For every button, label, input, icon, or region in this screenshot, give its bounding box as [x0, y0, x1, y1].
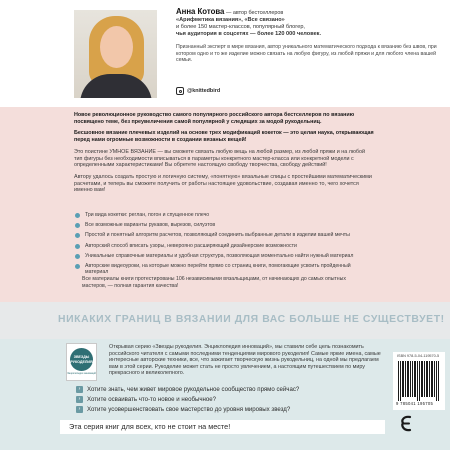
quality-statement: Все материалы книги протестированы 106 независимыми вязальщицами, от начинающих до самых опытных мастеров, — полная гарантия качества!	[82, 276, 346, 289]
arrow-right-icon: ›	[76, 406, 83, 413]
instagram-icon	[176, 87, 184, 95]
feature-item: Простой и понятный алгоритм расчетов, позволяющий соединить выбранные детали в изделии вашей мечты	[74, 232, 369, 238]
author-name: Анна Котова	[176, 7, 225, 16]
publisher-logo-icon	[400, 414, 413, 434]
description-section	[0, 107, 450, 302]
instagram-text: @knittedbird	[187, 88, 221, 94]
author-line-2: «Арифметика вязания», «Все связано»	[176, 17, 285, 23]
isbn: ISBN 978-5-04-119570-5	[397, 354, 440, 358]
paragraph-4: Автору удалось создать простую и логичную систему, «понятную» вязальные спицы с простейшими математическими расчетами, и теперь вы сможете получить от работы настоящее удовольствие, создавая именно то, чего хочется именно вам!	[74, 173, 372, 194]
feature-item: Все возможные варианты рукавов, вырезов, силуэтов	[74, 222, 369, 228]
paragraph-3: Это поистине УМНОЕ ВЯЗАНИЕ — вы сможете связать любую вещь на любой размер, из любой пряжи и на любой тип фигуры без необходимости вписываться в параметры конкретного мастер-класса или конкретной модели с определенными характеристиками! Вы обретете настоящую свободу творчества, свободу действий!	[74, 148, 366, 169]
paragraph-2: Бесшовное вязание плечевых изделий на основе трех модификаций кокеток — это целая наука, открывающая перед нами огромные возможности в создании вязаных вещей!	[74, 130, 374, 144]
headline: НИКАКИХ ГРАНИЦ В ВЯЗАНИИ ДЛЯ ВАС БОЛЬШЕ НЕ СУЩЕСТВУЕТ!	[58, 314, 445, 325]
question-list	[76, 384, 381, 414]
series-tagline: Эта серия книг для всех, кто не стоит на месте!	[60, 420, 385, 434]
feature-list	[74, 212, 369, 279]
question-text: Хотите осваивать что-то новое и необычное?	[87, 395, 217, 403]
lead-paragraph: Новое революционное руководство самого популярного российского автора бестселлеров по вязанию посвящено теме, без преувеличения самой популярной у следящих за модой рукодельниц.	[74, 112, 355, 125]
series-description: Открывая серию «Звезды рукоделия. Энциклопедия инноваций», мы ставили себе цель познакомить российского читателя с самыми последними тенденциями мирового рукоделия! Самые яркие имена, самые интересные авторские техники, все, что зажигает творческую жизнь рукодельниц, на одной мы предлагаем вам в этой серии. Рукоделие может стать не просто увлечением, а настоящим путешествием по миру прекрасного и великолепного.	[109, 344, 381, 377]
author-line-4: чья аудитория в соцсетях — более 120 000 человек.	[176, 31, 322, 37]
series-logo-circle: ЗВЕЗДЫ РУКОДЕЛИЯ	[70, 348, 93, 371]
barcode-number: 9 785041 195705	[396, 401, 434, 406]
author-section	[0, 0, 450, 107]
series-section	[0, 339, 450, 450]
question-item	[76, 394, 381, 404]
author-line-1: — автор бестселлеров	[225, 10, 284, 16]
feature-item: Авторский способ вписать узоры, неверояно расширяющий дизайнерские возможности	[74, 243, 369, 249]
arrow-right-icon: ›	[76, 386, 83, 393]
author-photo	[74, 10, 157, 98]
barcode-box	[393, 352, 445, 410]
feature-item: Три вида кокетки: реглан, погон и спущенное плечо	[74, 212, 369, 218]
series-logo-subtitle: Энциклопедия инноваций	[67, 372, 96, 376]
author-info	[176, 8, 446, 64]
feature-item: Авторские видеоуроки, на которые можно перейти прямо со страниц книги, помогающие усвоить пройденный материал	[74, 263, 369, 275]
question-item	[76, 384, 381, 394]
feature-item: Уникальные справочные материалы и удобная структура, позволяющая моментально найти нужный материал	[74, 253, 369, 259]
author-description: Признанный эксперт в мире вязания, автор уникального математического подхода к вязанию без швов, при котором одно и то же изделие можно связать на любую фигуру, из любой пряжи и для любого члена вашей семьи.	[176, 44, 437, 64]
barcode	[397, 361, 441, 401]
headline-band	[0, 302, 450, 339]
question-item	[76, 404, 381, 414]
arrow-right-icon: ›	[76, 396, 83, 403]
instagram-handle[interactable]	[176, 87, 220, 95]
question-text: Хотите усовершенствовать свое мастерство до уровня мировых звезд?	[87, 405, 291, 413]
series-logo	[66, 343, 97, 381]
author-line-3: и более 150 мастер-классов, популярный блогер,	[176, 24, 305, 30]
question-text: Хотите знать, чем живет мировое рукодельное сообщество прямо сейчас?	[87, 385, 300, 393]
author-face	[100, 26, 133, 68]
main-description	[74, 112, 374, 199]
